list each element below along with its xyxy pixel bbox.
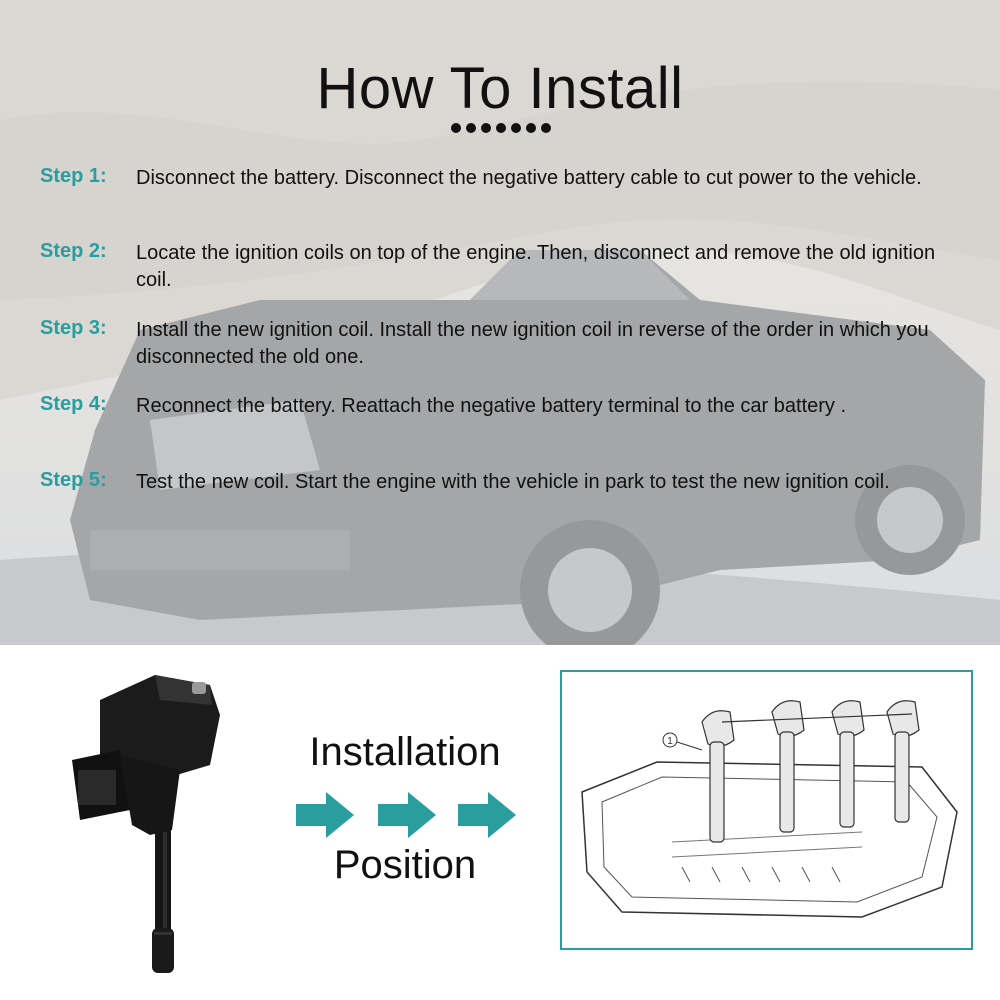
step-text: Reconnect the battery. Reattach the negative battery terminal to the car battery . <box>136 395 847 417</box>
step-text: Test the new coil. Start the engine with the vehicle in park to test the new ignition coil. <box>136 471 890 493</box>
arrow-right-icon <box>378 792 436 838</box>
engine-diagram <box>562 672 971 948</box>
installation-label: Installation <box>309 730 501 774</box>
step-text: Locate the ignition coils on top of the engine. Then, disconnect and remove the old ignition coil. <box>136 242 936 291</box>
step-label: Step 5: <box>40 469 107 491</box>
arrow-right-icon <box>458 792 516 838</box>
step-text: Install the new ignition coil. Install the new ignition coil in reverse of the order in which you disconnected the old one. <box>136 319 929 368</box>
ignition-coil-image <box>60 660 240 990</box>
position-label: Position <box>333 843 477 887</box>
arrow-row <box>296 790 516 840</box>
page-title: How To Install <box>316 56 684 121</box>
arrow-right-icon <box>296 792 354 838</box>
step-text: Disconnect the battery. Disconnect the negative battery cable to cut power to the vehicle. <box>136 167 922 189</box>
step-label: Step 2: <box>40 240 107 262</box>
diagram-callout-number: 1 <box>667 736 673 747</box>
engine-diagram-frame <box>560 670 973 950</box>
step-label: Step 3: <box>40 317 107 339</box>
title-dots-divider <box>451 123 551 135</box>
step-label: Step 1: <box>40 165 107 187</box>
step-label: Step 4: <box>40 393 107 415</box>
